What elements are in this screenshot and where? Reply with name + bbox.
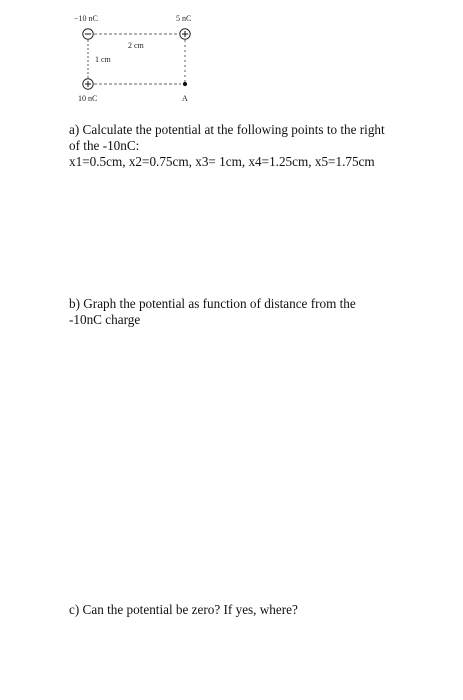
- question-b-line-2: -10nC charge: [69, 312, 141, 327]
- point-a-dot: [183, 82, 187, 86]
- question-a-line-2: of the -10nC:: [69, 138, 140, 153]
- dimension-label-vertical: 1 cm: [95, 55, 111, 64]
- charge-label-top-left: −10 nC: [74, 14, 98, 23]
- negative-charge-icon: [83, 29, 93, 39]
- charge-label-top-right: 5 nC: [176, 14, 192, 23]
- positive-charge-icon-bottom-left: [83, 79, 93, 89]
- question-a-line-1: a) Calculate the potential at the following points to the right: [69, 122, 385, 137]
- question-c: [69, 602, 439, 618]
- question-b: [69, 296, 439, 328]
- point-a-label: A: [182, 94, 188, 103]
- question-c-line-1: c) Can the potential be zero? If yes, where?: [69, 602, 298, 617]
- question-b-line-1: b) Graph the potential as function of distance from the: [69, 296, 356, 311]
- positive-charge-icon-top-right: [180, 29, 190, 39]
- charge-label-bottom-left: 10 nC: [78, 94, 98, 103]
- question-a: [69, 122, 439, 170]
- charge-diagram-svg: [0, 0, 463, 110]
- dimension-label-horizontal: 2 cm: [128, 41, 144, 50]
- question-a-line-3: x1=0.5cm, x2=0.75cm, x3= 1cm, x4=1.25cm, x5=1.75cm: [69, 154, 375, 169]
- charge-diagram: [0, 0, 463, 110]
